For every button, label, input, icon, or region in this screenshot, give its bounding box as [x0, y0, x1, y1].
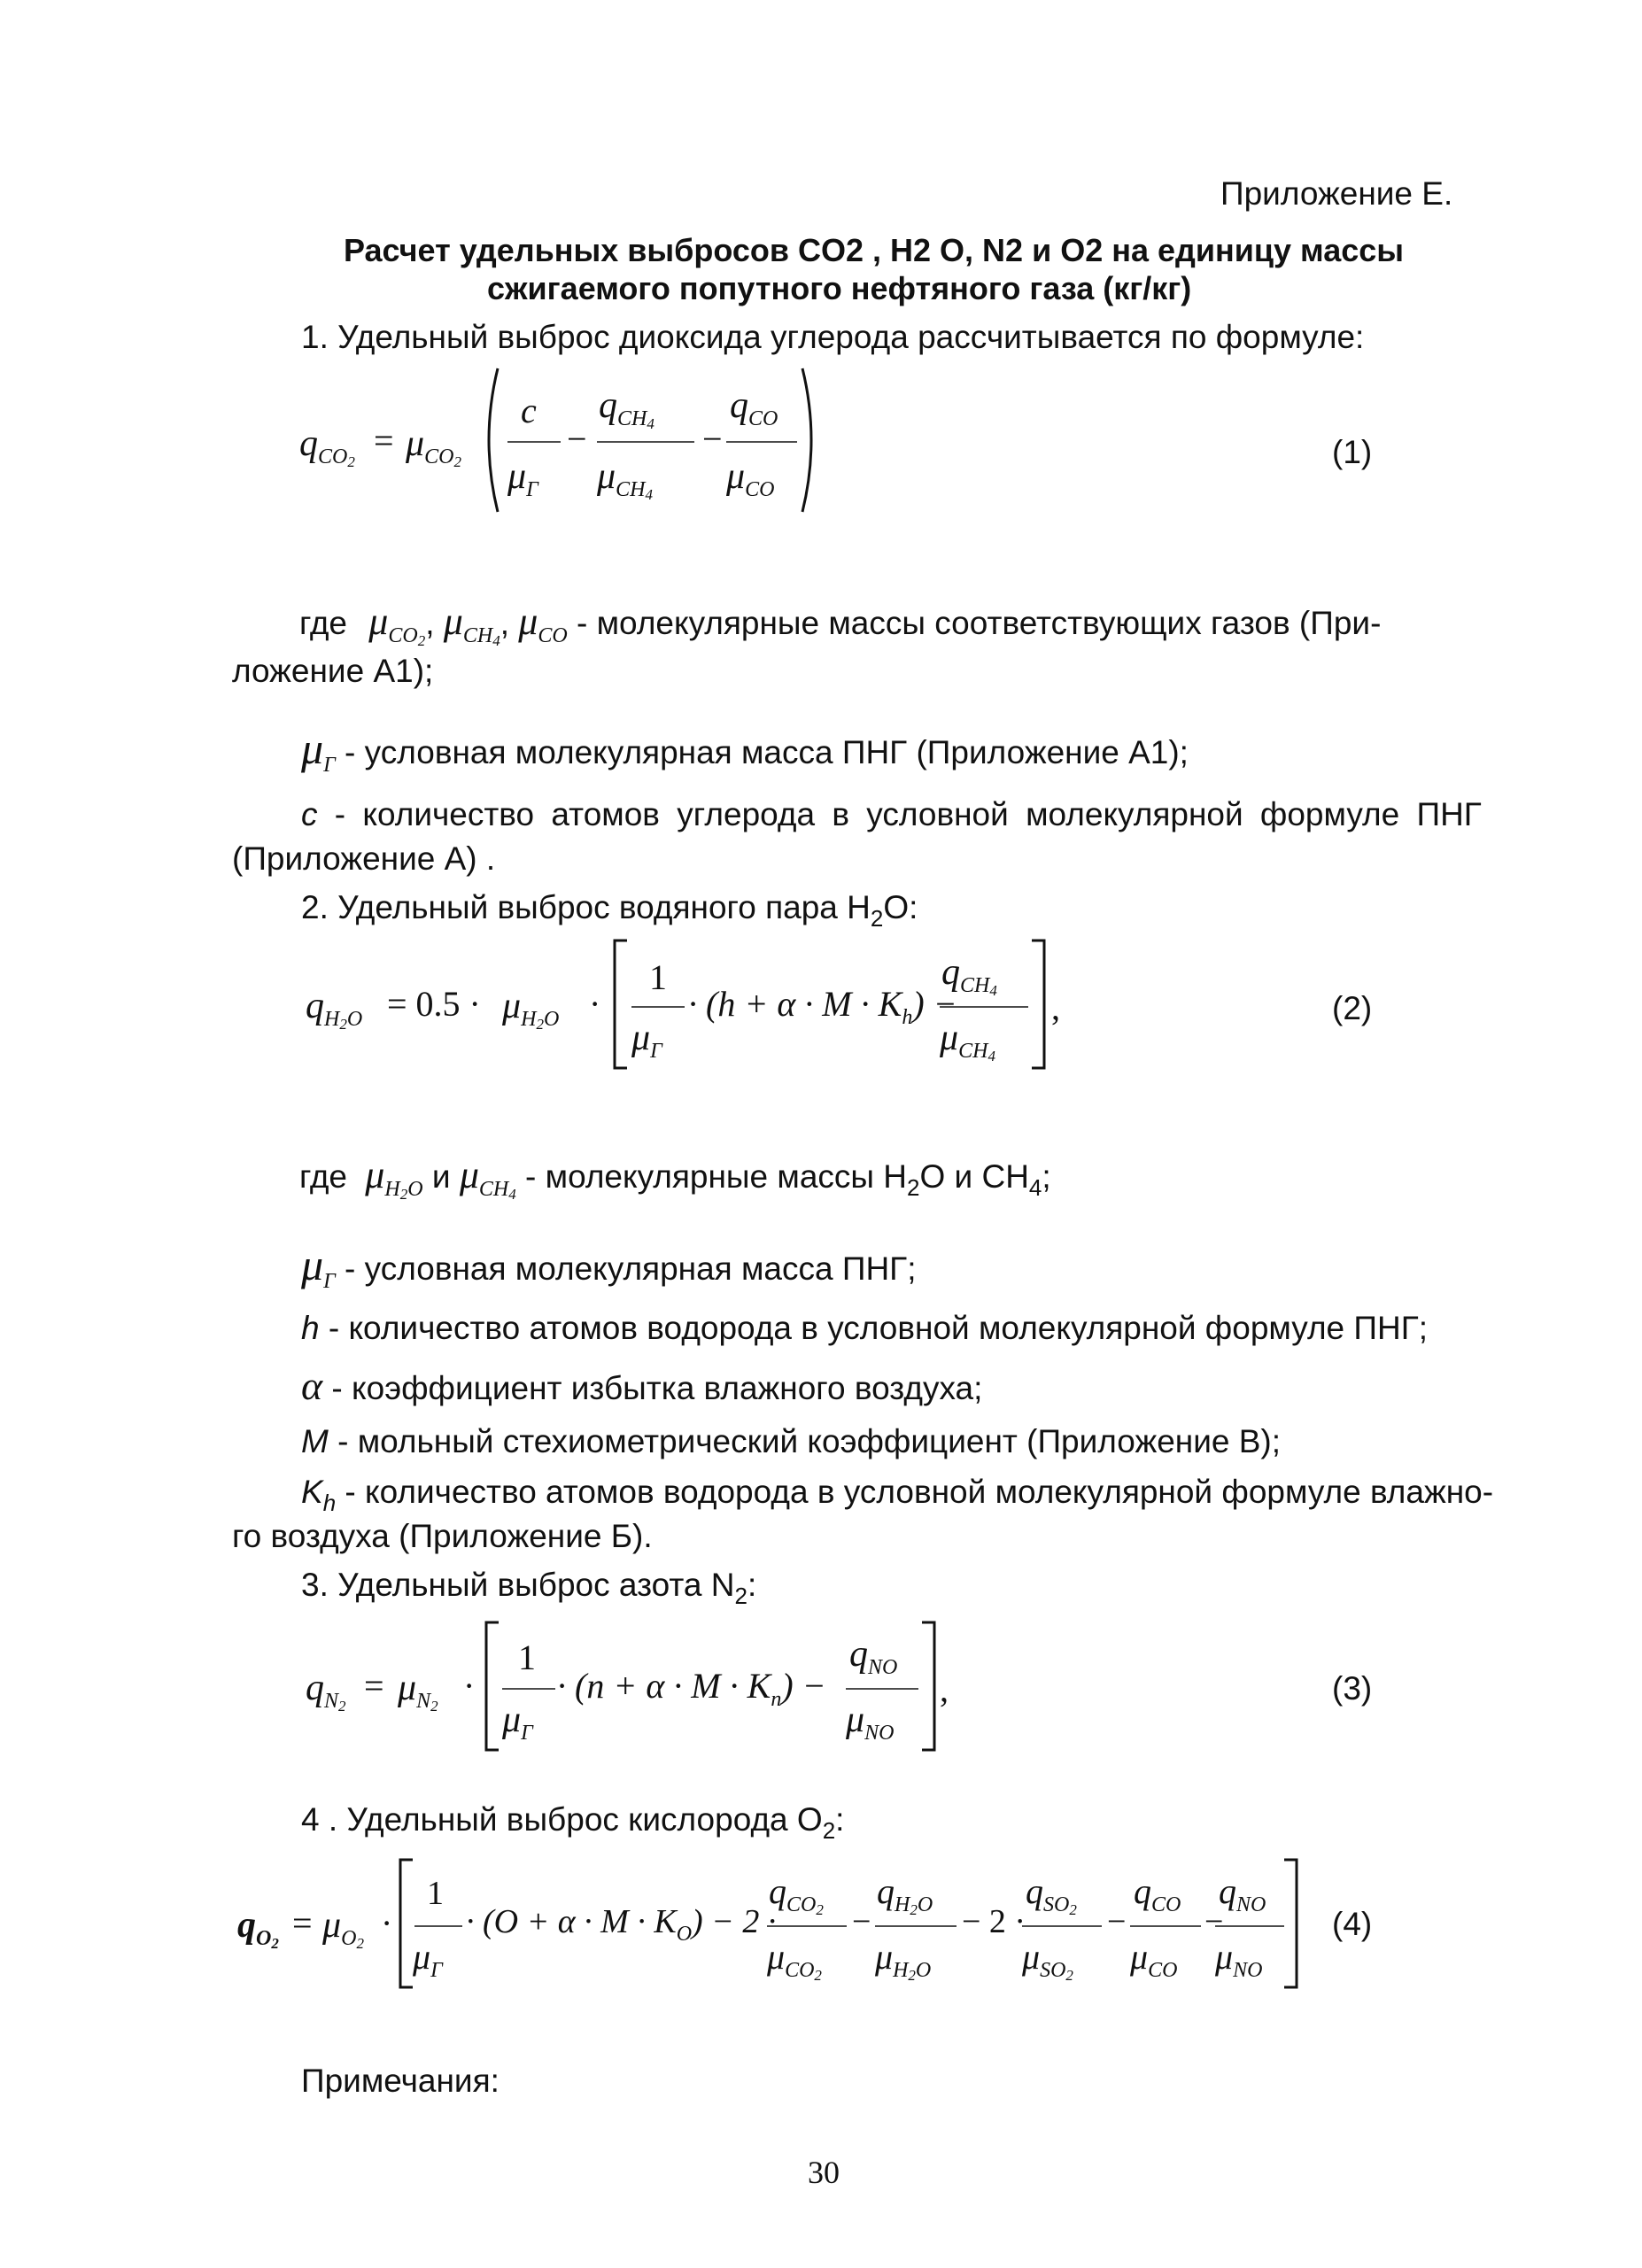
section2-m-line: M - мольный стехиометрический коэффициент (Приложение В); [301, 1423, 1282, 1459]
title-line-2: сжигаемого попутного нефтяного газа (кг/кг) [487, 270, 1192, 306]
formula-1: $q_{CO2}$ = $\mu_{CO2}$ c $\mu_\Gamma$ − $q_{CH4}$ $\mu_{CH4}$ − $q_{CO}$ $\mu_{CO}$ [299, 365, 831, 515]
section4-intro: 4 . Удельный выброс кислорода $O_2$: [301, 1801, 845, 1844]
section2-mu-g-line: $\mu_\Gamma$ - условная молекулярная масса ПНГ; [301, 1240, 917, 1293]
right-bracket [1030, 939, 1048, 1070]
section1-intro: 1. Удельный выброс диоксида углерода рассчитывается по формуле: [301, 319, 1365, 355]
appendix-label: Приложение Е. [1220, 175, 1453, 212]
equation-number-1: (1) [1332, 434, 1373, 470]
formula-2: $q_{H2O}$ = 0.5 · $\mu_{H2O}$ · 1 $\mu_\Gamma$ · $(h + \alpha \cdot M \cdot K_h)$ − $q_{CH4}$ $\mu_{CH4}$ , [306, 939, 1103, 1072]
section2-alpha-line: α - коэффициент избытка влажного воздуха; [301, 1363, 983, 1408]
section1-c-line: с - количество атомов углерода в условной молекулярной формуле ПНГ [301, 796, 1482, 832]
where-word: где [299, 605, 348, 641]
page-number: 30 [808, 2155, 840, 2190]
section1-c-line-2: (Приложение А) . [232, 840, 496, 877]
equation-number-4: (4) [1332, 1906, 1373, 1942]
title-line-1: Расчет удельных выбросов CO2 , H2 O, N2 и O2 на единицу массы [344, 232, 1404, 268]
section2-h-line: h - количество атомов водорода в условной молекулярной формуле ПНГ; [301, 1310, 1429, 1346]
notes-label: Примечания: [301, 2063, 500, 2099]
left-bracket [611, 939, 629, 1070]
section2-intro: 2. Удельный выброс водяного пара $H_2O$: [301, 889, 918, 932]
right-paren [797, 365, 824, 515]
section1-mu-g-line: $\mu_\Gamma$ - условная молекулярная масса ПНГ (Приложение А1); [301, 724, 1189, 777]
equation-number-3: (3) [1332, 1670, 1373, 1707]
formula-3: $q_{N2}$ = $\mu_{N2}$ · 1 $\mu_\Gamma$ · $(n + \alpha \cdot M \cdot K_n)$ − $q_{NO}$ $\mu_{NO}$ , [306, 1621, 970, 1753]
section1-where-line: где $\mu_{CO2}$, $\mu_{CH4}$, $\mu_{CO}$ - молекулярные массы соответствующих газов (При- [299, 600, 1382, 649]
section1-c-text: - количество атомов углерода в условной молекулярной формуле ПНГ [317, 796, 1482, 832]
section2-kh-line: $K_h$ - количество атомов водорода в условной молекулярной формуле влажно- [301, 1474, 1494, 1516]
right-bracket [1282, 1858, 1300, 1989]
section1-mu-g-text: - условная молекулярная масса ПНГ (Приложение А1); [335, 734, 1189, 770]
section1-where-line-2: ложение А1); [232, 653, 434, 689]
equation-number-2: (2) [1332, 990, 1373, 1026]
section1-where-text: - молекулярные массы соответствующих газов (При- [567, 605, 1382, 641]
right-bracket [920, 1621, 938, 1752]
left-bracket [483, 1621, 500, 1752]
left-paren [476, 365, 503, 515]
section2-where-line: где $\mu_{H2O}$ и $\mu_{CH4}$ - молекулярные массы $H_2O$ и $CH_4$; [299, 1153, 1051, 1203]
section3-intro: 3. Удельный выброс азота $N_2$: [301, 1567, 757, 1609]
left-bracket [397, 1858, 414, 1989]
formula-4: $q_{O2}$ = $\mu_{O2}$ · 1 $\mu_\Gamma$ · $(O + \alpha \cdot M \cdot K_O) - 2$ · $q_{CO2}$ $\mu_{CO2}$ − $q_{H2O}$ $\mu_{H2O}$ − 2 · $q_{SO2}$ $\mu_{SO2}$ − $q_{CO}$ $\mu_{CO}$ − $q_{NO}$ $\mu_{NO}$ [237, 1858, 1300, 1991]
section2-kh-line-2: го воздуха (Приложение Б). [232, 1518, 653, 1554]
